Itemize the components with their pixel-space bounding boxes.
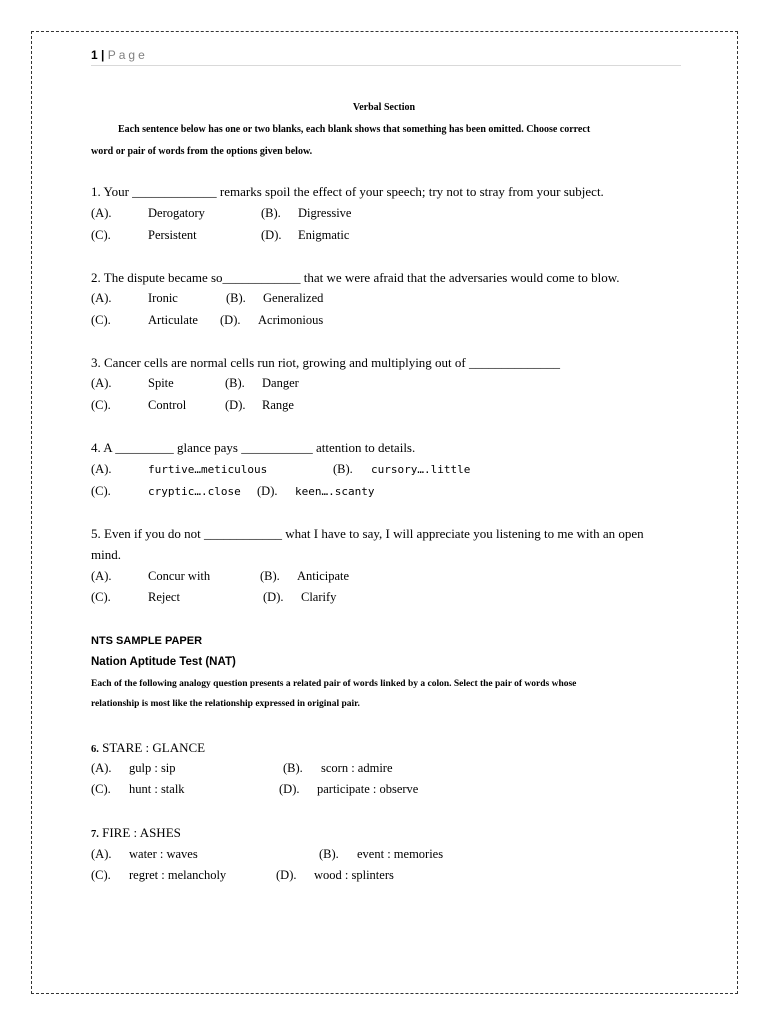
header-rule bbox=[91, 65, 681, 66]
q1-option-b[interactable]: Digressive bbox=[298, 206, 352, 220]
q5-option-a[interactable]: Concur with bbox=[148, 569, 211, 583]
q6-option-a-label: (A). bbox=[91, 761, 112, 775]
question-5-stem-line1: 5. Even if you do not ____________ what I have to say, I will appreciate you listening to me with an open bbox=[91, 526, 644, 541]
verbal-instruction-line2: word or pair of words from the options given below. bbox=[91, 146, 313, 157]
q4-option-a[interactable]: furtive…meticulous bbox=[148, 463, 268, 476]
analogy-7-stem: FIRE : ASHES bbox=[102, 825, 181, 840]
q4-option-c-label: (C). bbox=[91, 484, 111, 498]
q4-option-d-label: (D). bbox=[257, 484, 278, 498]
q7-option-a[interactable]: water : waves bbox=[129, 847, 198, 861]
q4-option-d[interactable]: keen….scanty bbox=[295, 485, 375, 498]
page-word: Page bbox=[107, 48, 148, 62]
q3-option-d-label: (D). bbox=[225, 398, 246, 412]
q6-option-c[interactable]: hunt : stalk bbox=[129, 782, 185, 796]
question-5-stem-line2: mind. bbox=[91, 547, 121, 562]
q7-option-d[interactable]: wood : splinters bbox=[314, 868, 394, 882]
q3-option-c-label: (C). bbox=[91, 398, 111, 412]
question-1-stem: 1. Your _____________ remarks spoil the effect of your speech; try not to stray from your subject. bbox=[91, 184, 604, 199]
q5-option-b-label: (B). bbox=[260, 569, 280, 583]
q7-option-d-label: (D). bbox=[276, 868, 297, 882]
question-4-stem: 4. A _________ glance pays ___________ attention to details. bbox=[91, 440, 416, 455]
q7-option-b[interactable]: event : memories bbox=[357, 847, 444, 861]
question-3-stem: 3. Cancer cells are normal cells run riot, growing and multiplying out of ______________ bbox=[91, 355, 560, 370]
q5-option-b[interactable]: Anticipate bbox=[297, 569, 350, 583]
q6-option-c-label: (C). bbox=[91, 782, 111, 796]
q3-option-b[interactable]: Danger bbox=[262, 376, 299, 390]
q2-option-a-label: (A). bbox=[91, 291, 112, 305]
q1-option-a-label: (A). bbox=[91, 206, 112, 220]
q2-option-b[interactable]: Generalized bbox=[263, 291, 324, 305]
q4-option-b[interactable]: cursory….little bbox=[371, 463, 471, 476]
q4-option-b-label: (B). bbox=[333, 462, 353, 476]
q3-option-d[interactable]: Range bbox=[262, 398, 294, 412]
analogy-7-number: 7. bbox=[91, 829, 99, 840]
header-separator: | bbox=[101, 48, 105, 62]
verbal-section-title: Verbal Section bbox=[352, 102, 416, 113]
q6-option-d-label: (D). bbox=[279, 782, 300, 796]
q6-option-d[interactable]: participate : observe bbox=[317, 782, 419, 796]
q1-option-a[interactable]: Derogatory bbox=[148, 206, 205, 220]
q5-option-c[interactable]: Reject bbox=[148, 590, 180, 604]
analogy-6-stem: STARE : GLANCE bbox=[102, 740, 206, 755]
q1-option-c[interactable]: Persistent bbox=[148, 228, 197, 242]
nts-heading: NTS SAMPLE PAPER bbox=[91, 635, 203, 647]
q2-option-c-label: (C). bbox=[91, 313, 111, 327]
page-header bbox=[91, 48, 148, 62]
q2-option-c[interactable]: Articulate bbox=[148, 313, 198, 327]
q2-option-d[interactable]: Acrimonious bbox=[258, 313, 324, 327]
q1-option-d-label: (D). bbox=[261, 228, 282, 242]
q5-option-c-label: (C). bbox=[91, 590, 111, 604]
q1-option-d[interactable]: Enigmatic bbox=[298, 228, 350, 242]
q7-option-a-label: (A). bbox=[91, 847, 112, 861]
nts-instruction-line1: Each of the following analogy question presents a related pair of words linked by a colon. Select the pair of words whose bbox=[91, 679, 577, 689]
q3-option-c[interactable]: Control bbox=[148, 398, 187, 412]
question-2-stem: 2. The dispute became so____________ that we were afraid that the adversaries would come to blow. bbox=[91, 270, 620, 285]
verbal-instruction-line1: Each sentence below has one or two blanks, each blank shows that something has been omitted. Choose correct bbox=[118, 124, 591, 135]
nts-instruction-line2: relationship is most like the relationship expressed in original pair. bbox=[91, 699, 360, 709]
q4-option-c[interactable]: cryptic….close bbox=[148, 485, 241, 498]
q1-option-b-label: (B). bbox=[261, 206, 281, 220]
q3-option-a-label: (A). bbox=[91, 376, 112, 390]
q2-option-b-label: (B). bbox=[226, 291, 246, 305]
q7-option-c-label: (C). bbox=[91, 868, 111, 882]
q6-option-b[interactable]: scorn : admire bbox=[321, 761, 393, 775]
analogy-6-number: 6. bbox=[91, 744, 99, 755]
q1-option-c-label: (C). bbox=[91, 228, 111, 242]
q5-option-d-label: (D). bbox=[263, 590, 284, 604]
q5-option-d[interactable]: Clarify bbox=[301, 590, 337, 604]
q3-option-a[interactable]: Spite bbox=[148, 376, 174, 390]
q3-option-b-label: (B). bbox=[225, 376, 245, 390]
page-number: 1 bbox=[91, 48, 98, 62]
q7-option-c[interactable]: regret : melancholy bbox=[129, 868, 227, 882]
nat-heading: Nation Aptitude Test (NAT) bbox=[91, 656, 236, 668]
q7-option-b-label: (B). bbox=[319, 847, 339, 861]
q2-option-d-label: (D). bbox=[220, 313, 241, 327]
q6-option-b-label: (B). bbox=[283, 761, 303, 775]
q6-option-a[interactable]: gulp : sip bbox=[129, 761, 176, 775]
q5-option-a-label: (A). bbox=[91, 569, 112, 583]
q4-option-a-label: (A). bbox=[91, 462, 112, 476]
q2-option-a[interactable]: Ironic bbox=[148, 291, 178, 305]
